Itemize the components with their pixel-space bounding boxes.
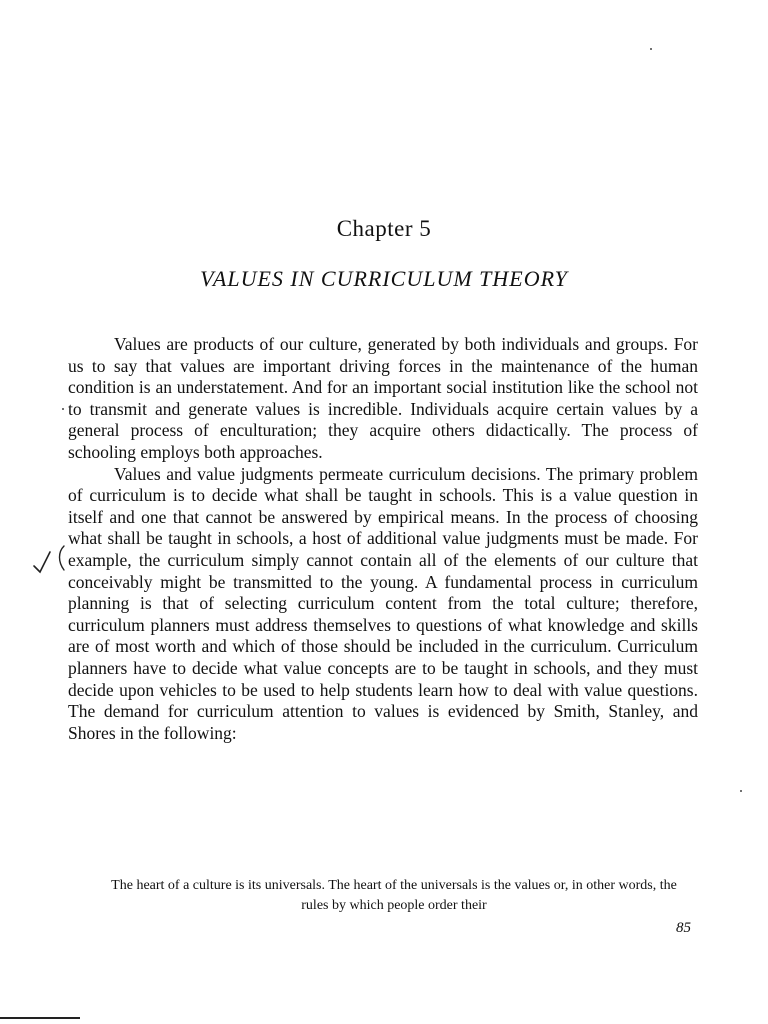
scan-speck [740, 790, 742, 792]
scan-speck [62, 408, 64, 410]
chapter-label: Chapter 5 [336, 216, 432, 241]
paragraph-1: Values are products of our culture, generated by both individuals and groups. For us to say that values are important driving forces in the maintenance of the human condition is an understatement. And for an important social institution like the school not to transmit and generate values is incredible. Individuals acquire certain values by a general process of enculturation; they acquire others didactically. The process of schooling employs both approaches. [68, 334, 698, 462]
chapter-title: VALUES IN CURRICULUM THEORY [200, 266, 568, 291]
page-number: 85 [676, 920, 691, 936]
block-quote: The heart of a culture is its universals. The heart of the universals is the values or, in other words, the rules by which people order their [111, 878, 677, 913]
handwritten-checkmark-icon [30, 544, 70, 584]
body-text [68, 334, 698, 744]
paragraph-2: Values and value judgments permeate curriculum decisions. The primary problem of curriculum is to decide what shall be taught in schools. This is a value question in itself and one that cannot be answered by empirical means. In the process of choosing what shall be taught in schools, a host of additional value judgments must be made. For example, the curriculum simply cannot contain all of the elements of our culture that conceivably might be transmitted to the young. A fundamental process in curriculum planning is that of selecting curriculum content from the total culture; therefore, curriculum planners must address themselves to questions of what knowledge and skills are of most worth and which of those should be included in the curriculum. Curriculum planners have to decide what value concepts are to be taught in schools, and they must decide upon vehicles to be used to help students learn how to deal with value questions. The demand for curriculum attention to values is evidenced by Smith, Stanley, and Shores in the following: [68, 463, 698, 743]
scan-speck [650, 48, 652, 50]
scan-edge-mark [0, 1017, 80, 1019]
